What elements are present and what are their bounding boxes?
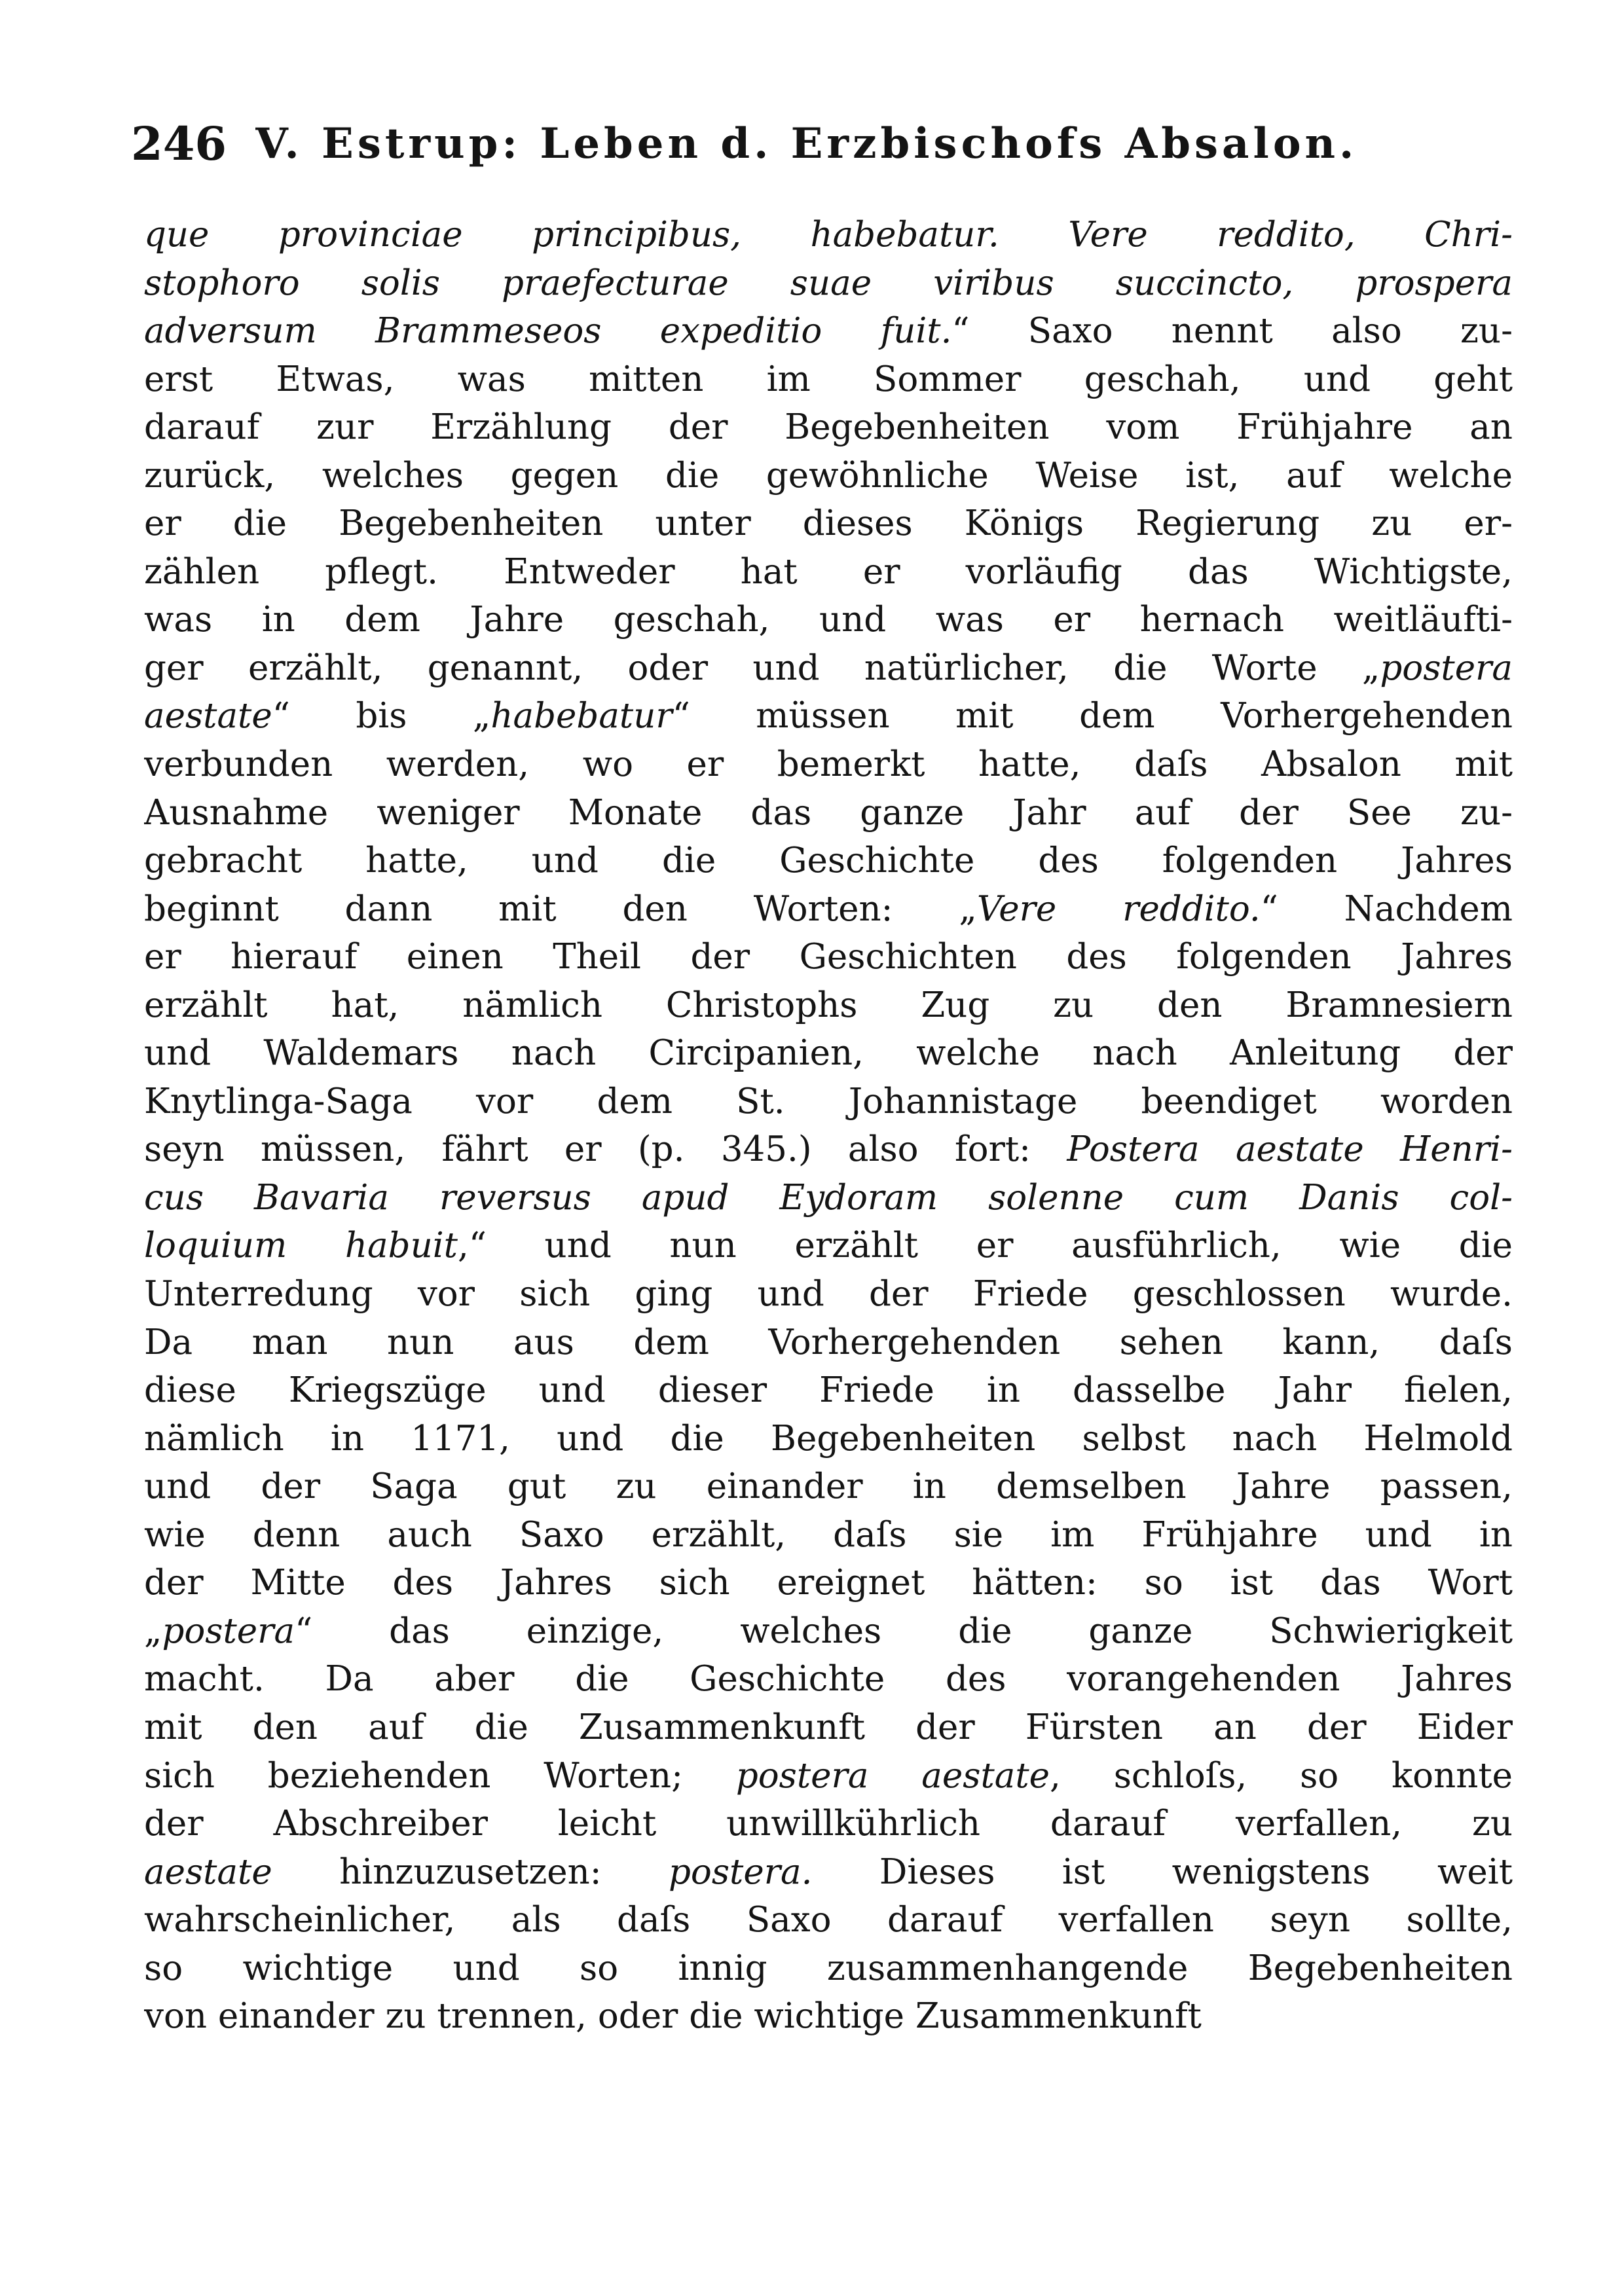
text-line (144, 1029, 1513, 1078)
text-line (144, 1800, 1513, 1848)
text-line (144, 1174, 1513, 1222)
text-segment: ,“ und nun erzählt er ausführlich, wie die (457, 1226, 1513, 1266)
text-segment: Dieses ist wenigstens weit (812, 1851, 1513, 1892)
text-line (144, 885, 1513, 934)
text-segment: seyn müssen, fährt er (p. 345.) also fort: (144, 1129, 1067, 1170)
italic-text-segment: que provinciae principibus, habebatur. (144, 215, 999, 255)
text-segment: wahrscheinlicher, als daſs Saxo darauf verfallen seyn sollte, (144, 1900, 1513, 1941)
text-line (144, 1607, 1513, 1656)
page-header (131, 111, 1414, 177)
text-segment: gebracht hatte, und die Geschichte des folgenden Jahres (144, 841, 1513, 881)
italic-text-segment: cus Bavaria reversus apud Eydoram solenne cum Danis col- (144, 1177, 1513, 1218)
italic-text-segment: Postera aestate Henri- (1067, 1129, 1513, 1170)
text-line (144, 1752, 1513, 1800)
text-segment: sich beziehenden Worten; (144, 1755, 736, 1796)
text-line (144, 981, 1513, 1030)
italic-text-segment: postera aestate (735, 1755, 1050, 1796)
text-segment: “ müssen mit dem Vorhergehenden (672, 696, 1513, 737)
text-line (144, 1559, 1513, 1607)
text-line (144, 596, 1513, 644)
italic-text-segment: postera (1380, 647, 1513, 688)
text-segment: er hierauf einen Theil der Geschichten des folgenden Jahres (144, 937, 1513, 977)
text-segment: er die Begebenheiten unter dieses Königs Regierung zu er- (144, 503, 1513, 544)
text-segment: wie denn auch Saxo erzählt, daſs sie im Frühjahre und in (144, 1514, 1513, 1555)
text-segment: „ (144, 1611, 162, 1651)
text-segment: Unterredung vor sich ging und der Friede geschlossen wurde. (144, 1274, 1513, 1315)
text-line (144, 1848, 1513, 1897)
text-line (144, 1704, 1513, 1752)
text-line (144, 1463, 1513, 1511)
text-segment: “ Saxo nennt also zu- (951, 311, 1513, 352)
text-segment: zurück, welches gegen die gewöhnliche Weise ist, auf welche (144, 455, 1513, 496)
text-line (144, 452, 1513, 500)
body-text (144, 211, 1513, 2041)
text-line (144, 789, 1513, 837)
text-line (144, 355, 1513, 404)
text-line (144, 1366, 1513, 1415)
text-line (144, 403, 1513, 452)
text-line (144, 740, 1513, 789)
text-line (144, 837, 1513, 885)
italic-text-segment: postera (162, 1611, 295, 1651)
text-line (144, 1222, 1513, 1270)
text-segment: der Abschreiber leicht unwillkührlich darauf verfallen, zu (144, 1804, 1513, 1844)
italic-text-segment: aestate (144, 696, 272, 737)
italic-text-segment: habebatur (490, 696, 673, 737)
text-segment: “ bis „ (272, 696, 491, 737)
text-line (144, 692, 1513, 740)
text-line (144, 1319, 1513, 1367)
text-segment: beginnt dann mit den Worten: „ (144, 888, 977, 929)
text-segment: ger erzählt, genannt, oder und natürlicher, die Worte „ (144, 647, 1380, 688)
text-segment: mit den auf die Zusammenkunft der Fürsten an der Eider (144, 1707, 1513, 1747)
text-segment: hinzuzusetzen: (272, 1851, 669, 1892)
text-line (144, 211, 1513, 259)
text-segment: was in dem Jahre geschah, und was er hernach weitläufti- (144, 600, 1513, 640)
text-segment: “ Nachdem (1260, 888, 1513, 929)
text-segment: und der Saga gut zu einander in demselben Jahre passen, (144, 1467, 1513, 1507)
text-segment: erzählt hat, nämlich Christophs Zug zu den Bramnesiern (144, 985, 1513, 1025)
text-segment: , schloſs, so konnte (1050, 1755, 1513, 1796)
running-title: V. Estrup: Leben d. Erzbischofs Absalon. (255, 119, 1358, 168)
text-segment: darauf zur Erzählung der Begebenheiten vom Frühjahre an (144, 407, 1513, 448)
text-line (144, 1896, 1513, 1944)
text-segment: Ausnahme weniger Monate das ganze Jahr auf der See zu- (144, 792, 1513, 833)
text-line (144, 259, 1513, 308)
italic-text-segment: stophoro solis praefecturae suae viribus succincto, prospera (144, 263, 1513, 303)
text-line (144, 1270, 1513, 1319)
text-line (144, 644, 1513, 693)
text-segment: Knytlinga-Saga vor dem St. Johannistage beendiget worden (144, 1081, 1513, 1121)
italic-text-segment: Vere reddito. (976, 888, 1261, 929)
text-line (144, 1511, 1513, 1559)
text-segment: diese Kriegszüge und dieser Friede in dasselbe Jahr fielen, (144, 1370, 1513, 1411)
text-segment: erst Etwas, was mitten im Sommer geschah, und geht (144, 359, 1513, 399)
text-segment: Da man nun aus dem Vorhergehenden sehen kann, daſs (144, 1322, 1513, 1362)
text-segment (999, 215, 1068, 255)
italic-text-segment: adversum Brammeseos expeditio fuit. (144, 311, 952, 352)
text-segment: verbunden werden, wo er bemerkt hatte, daſs Absalon mit (144, 744, 1513, 785)
text-line (144, 1125, 1513, 1174)
text-line (144, 1415, 1513, 1463)
text-line (144, 1655, 1513, 1704)
text-line (144, 548, 1513, 596)
text-segment: macht. Da aber die Geschichte des vorangehenden Jahres (144, 1659, 1513, 1700)
italic-text-segment: postera. (669, 1851, 813, 1892)
text-segment: so wichtige und so innig zusammenhangende Begebenheiten (144, 1948, 1513, 1988)
text-segment: der Mitte des Jahres sich ereignet hätten: so ist das Wort (144, 1563, 1513, 1603)
text-segment: nämlich in 1171, und die Begebenheiten selbst nach Helmold (144, 1418, 1513, 1459)
text-line (144, 1078, 1513, 1126)
text-line (144, 307, 1513, 355)
italic-text-segment: aestate (144, 1851, 272, 1892)
italic-text-segment: loquium habuit (144, 1226, 458, 1266)
text-line (144, 933, 1513, 981)
italic-text-segment: Vere reddito, Chri- (1068, 215, 1513, 255)
text-line (144, 500, 1513, 548)
text-segment: und Waldemars nach Circipanien, welche nach Anleitung der (144, 1033, 1513, 1074)
text-segment: von einander zu trennen, oder die wichtige Zusammenkunft (144, 1996, 1202, 2037)
text-line (144, 1944, 1513, 1993)
text-line (144, 1992, 1513, 2041)
text-segment: “ das einzige, welches die ganze Schwierigkeit (295, 1611, 1513, 1651)
text-segment: zählen pflegt. Entweder hat er vorläufig das Wichtigste, (144, 551, 1513, 592)
page-number: 246 (131, 117, 227, 171)
